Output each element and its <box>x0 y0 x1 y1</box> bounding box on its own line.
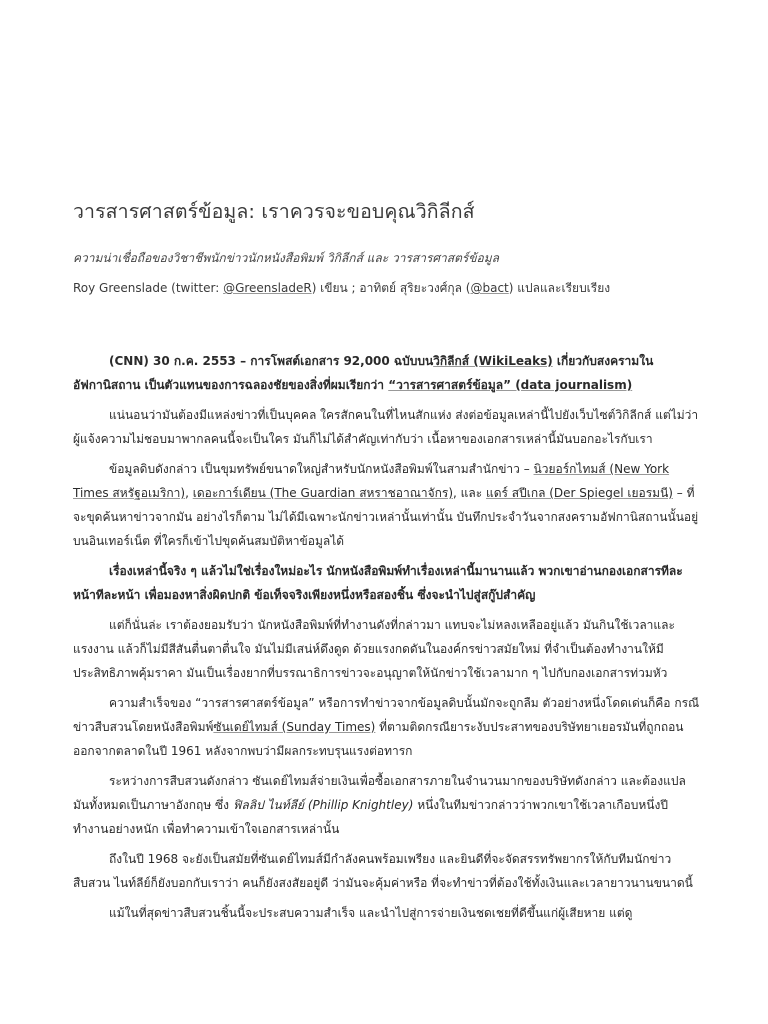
article-title: วารสารศาสตร์ข้อมูล: เราควรจะขอบคุณวิกิลีกส์ <box>73 200 475 223</box>
paragraph: แม้ในที่สุดข่าวสืบสวนชิ้นนี้จะประสบความสำเร็จ และนำไปสู่การจ่ายเงินชดเชยที่ดีขึ้นแก่ผู้เสียหาย แต่ดู <box>109 906 633 920</box>
paragraph-text: ระหว่างการสืบสวนดังกล่าว ซันเดย์ไทมส์จ่ายเงินเพื่อซื้อเอกสารภายในจำนวนมากของบริษัทดังกล่าว และต้องแปลมันทั้งหมดเป็นภาษาอังกฤษ ซึ่ง <box>73 774 686 812</box>
paragraph-text: , <box>185 486 193 500</box>
paragraph: แต่ก็นั่นล่ะ เราต้องยอมรับว่า นักหนังสือพิมพ์ที่ทำงานดังที่กล่าวมา แทบจะไม่หลงเหลืออยู่แล้ว มันกินใช้เวลาและแรงงาน แล้วก็ไม่มีสีสันตื่นตาตื่นใจ มันไม่มีเสน่ห์ดึงดูด ด้วยแรงกดดันในองค์กรข่าวสมัยใหม่ ที่จำเป็นต้องทำงานให้มีประสิทธิภาพคุ้มราคา มันเป็นเรื่องยากที่บรรณาธิการข่าวจะอนุญาตให้นักข่าวใช้เวลามาก ๆ ไปกับกองเอกสารท่วมหัว <box>73 618 675 680</box>
paragraph-text: ข้อมูลดิบดังกล่าว เป็นขุมทรัพย์ขนาดใหญ่สำหรับนักหนังสือพิมพ์ในสามสำนักข่าว – <box>109 462 534 476</box>
paragraph-text: หนึ่งในทีมข่าวกล่าวว่าพวกเขาใช้เวลาเกือบหนึ่งปี ทำงานอย่างหนัก เพื่อทำความเข้าใจเอกสารเหล่านั้น <box>73 798 668 836</box>
greenslade-twitter-link[interactable]: @GreensladeR <box>223 281 312 295</box>
paragraph-emphasis: เรื่องเหล่านี้จริง ๆ แล้วไม่ใช่เรื่องใหม่อะไร นักหนังสือพิมพ์ทำเรื่องเหล่านี้มานานแล้ว พวกเขาอ่านกองเอกสารทีละหน้าทีละหน้า เพื่อมองหาสิ่งผิดปกติ ข้อเท็จจริงเพียงหนึ่งหรือสองชิ้น ซึ่งจะนำไปสู่สกู๊ปสำคัญ <box>73 564 683 602</box>
paragraph: แน่นอนว่ามันต้องมีแหล่งข่าวที่เป็นบุคคล ใครสักคนในที่ไหนสักแห่ง ส่งต่อข้อมูลเหล่านี้ไปยังเว็บไซต์วิกิลีกส์ แต่ไม่ว่าผู้แจ้งความไม่ชอบมาพากลคนนี้จะเป็นใคร มันก็ไม่ได้สำคัญเท่ากับว่า เนื้อหาของเอกสารเหล่านี้มันบอกอะไรกับเรา <box>73 408 699 446</box>
new-york-times-link[interactable]: นิวยอร์กไทมส์ (New York Times สหรัฐอเมริกา) <box>73 462 670 500</box>
article-subtitle: ความน่าเชื่อถือของวิชาชีพนักข่าวนักหนังสือพิมพ์ วิกิลีกส์ และ วารสารศาสตร์ข้อมูล <box>73 251 500 265</box>
paragraph <box>73 769 701 841</box>
paragraph-text: ที่ตามติดกรณียาระงับประสาทของบริษัทยาเยอรมันที่ถูกถอนออกจากตลาดในปี 1961 หลังจากพบว่ามีผลกระทบรุนแรงต่อทารก <box>73 720 684 758</box>
paragraph <box>73 691 701 763</box>
article-byline <box>73 279 713 298</box>
byline-text: ) แปลและเรียบเรียง <box>508 281 611 295</box>
sunday-times-link[interactable]: ซันเดย์ไทมส์ (Sunday Times) <box>213 720 376 734</box>
paragraph-text: (CNN) 30 ก.ค. 2553 – การโพสต์เอกสาร 92,000 ฉบับบน <box>109 354 434 368</box>
data-journalism-link[interactable]: “วารสารศาสตร์ข้อมูล” (data journalism) <box>388 378 633 392</box>
der-spiegel-link[interactable]: แดร์ สปีเกล (Der Spiegel เยอรมนี) <box>485 486 673 500</box>
paragraph-text: – ที่จะขุดค้นหาข่าวจากมัน อย่างไรก็ตาม ไม่ได้มีเฉพาะนักข่าวเหล่านั้นเท่านั้น บันทึกประจำวันจากสงครามอัฟกานิสถานนั้นอยู่บนอินเทอร์เน็ต ที่ใครก็เข้าไปขุดค้นสมบัติหาข้อมูลได้ <box>73 486 699 548</box>
paragraph: ถึงในปี 1968 จะยังเป็นสมัยที่ซันเดย์ไทมส์มีกำลังคนพร้อมเพรียง และยินดีที่จะจัดสรรทรัพยากรให้กับทีมนักข่าวสืบสวน ไนท์ลีย์ก็ยังบอกกับเราว่า คนก็ยังสงสัยอยู่ดี ว่ามันจะคุ้มค่าหรือ ที่จะทำข่าวที่ต้องใช้ทั้งเงินและเวลายาวนานขนาดนี้ <box>73 852 693 890</box>
paragraph-lead <box>73 349 701 397</box>
paragraph <box>73 457 701 553</box>
paragraph-text: เกี่ยวกับสงครามในอัฟกานิสถาน เป็นตัวแทนของการฉลองชัยของสิ่งที่ผมเรียกว่า <box>73 354 654 392</box>
bact-link[interactable]: @bact <box>470 281 509 295</box>
article-body <box>73 349 701 931</box>
byline-text: Roy Greenslade (twitter: <box>73 281 224 295</box>
wikileaks-link[interactable]: วิกิลีกส์ (WikiLeaks) <box>433 354 553 368</box>
guardian-link[interactable]: เดอะการ์เดียน (The Guardian สหราชอาณาจักร) <box>192 486 453 500</box>
paragraph-text: ความสำเร็จของ “วารสารศาสตร์ข้อมูล” หรือการทำข่าวจากข้อมูลดิบนั้นมักจะถูกลืม ตัวอย่างหนึ่งโดดเด่นก็คือ กรณีข่าวสืบสวนโดยหนังสือพิมพ์ <box>73 696 700 734</box>
knightley-name: ฟิลลิป ไนท์ลีย์ (Phillip Knightley) <box>232 798 414 812</box>
paragraph-text: , และ <box>453 486 486 500</box>
byline-text: ) เขียน ; อาทิตย์ สุริยะวงศ์กุล ( <box>311 281 471 295</box>
